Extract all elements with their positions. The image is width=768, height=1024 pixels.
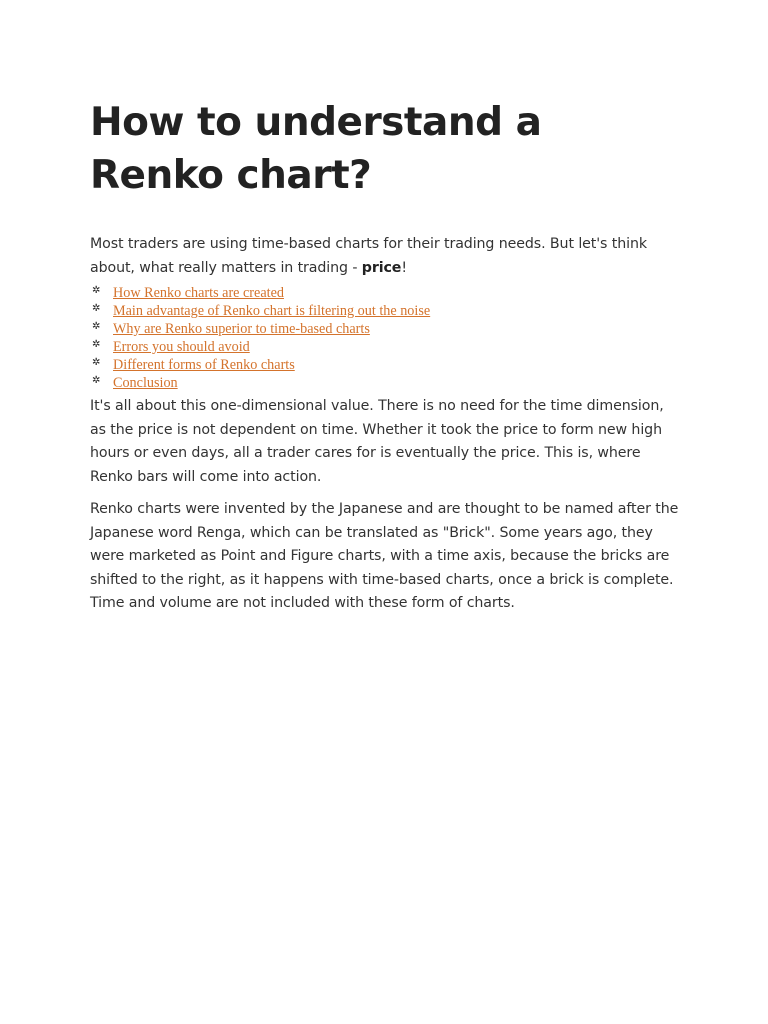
toc-item bbox=[90, 284, 680, 302]
bullet-icon: ✲ bbox=[92, 357, 101, 368]
toc-link-errors-to-avoid[interactable]: Errors you should avoid bbox=[113, 339, 250, 355]
toc-item bbox=[90, 374, 680, 392]
body-paragraph-2: Renko charts were invented by the Japanese and are thought to be named after the Japanese word Renga, which can be translated as "Brick". Some years ago, they were marketed as Point and Figure charts, with a time axis, because the bricks are shifted to the right, as it happens with time-based charts, once a brick is complete. Time and volume are not included with these form of charts. bbox=[90, 501, 679, 611]
body-paragraph-1: It's all about this one-dimensional value. There is no need for the time dimension, as the price is not dependent on time. Whether it took the price to form new high hours or even days, all a trader cares for is eventually the price. This is, where Renko bars will come into action. bbox=[90, 398, 664, 485]
toc-link-different-forms[interactable]: Different forms of Renko charts bbox=[113, 357, 295, 373]
bullet-icon: ✲ bbox=[92, 303, 101, 314]
article bbox=[90, 96, 680, 616]
toc-item bbox=[90, 356, 680, 374]
toc-item bbox=[90, 338, 680, 356]
intro-paragraph bbox=[90, 233, 680, 280]
toc-link-renko-charts-created[interactable]: How Renko charts are created bbox=[113, 285, 284, 301]
bullet-icon: ✲ bbox=[92, 321, 101, 332]
toc-item bbox=[90, 302, 680, 320]
page-title: How to understand a Renko chart? bbox=[90, 100, 542, 198]
intro-bold-price: price bbox=[361, 259, 402, 276]
intro-end: ! bbox=[401, 259, 407, 276]
bullet-icon: ✲ bbox=[92, 375, 101, 386]
intro-text: Most traders are using time-based charts for their trading needs. But let's think about, what really matters in trading - bbox=[90, 236, 647, 276]
toc-item bbox=[90, 320, 680, 338]
toc-link-conclusion[interactable]: Conclusion bbox=[113, 375, 178, 391]
toc-link-main-advantage[interactable]: Main advantage of Renko chart is filtering out the noise bbox=[113, 303, 431, 319]
bullet-icon: ✲ bbox=[92, 285, 101, 296]
bullet-icon: ✲ bbox=[92, 339, 101, 350]
toc-link-why-superior[interactable]: Why are Renko superior to time-based charts bbox=[113, 321, 370, 337]
table-of-contents bbox=[90, 284, 680, 392]
